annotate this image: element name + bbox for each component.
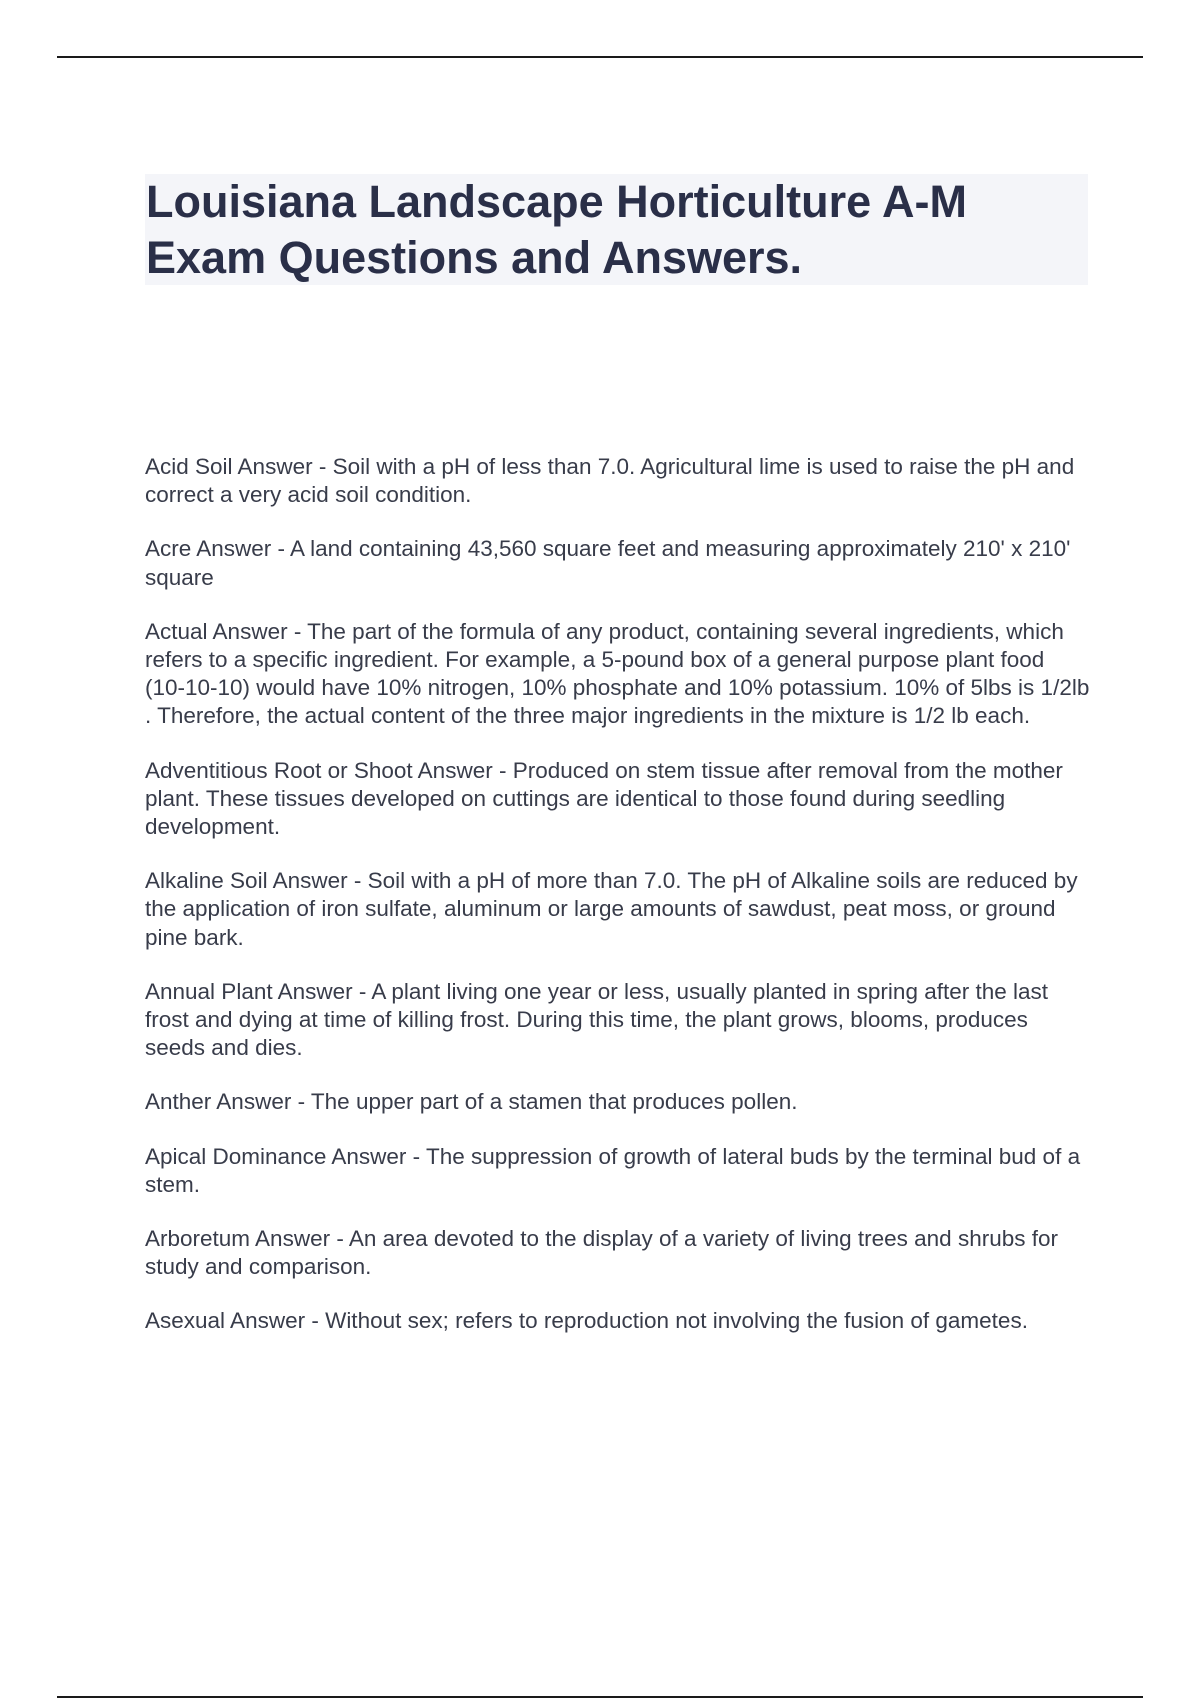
entry-actual: Actual Answer - The part of the formula of any product, containing several ingredients, which refers to a specific ingredient. For example, a 5-pound box of a general purpose plant food (10-10-10) would have 10% nitrogen, 10% phosphate and 10% potassium. 10% of 5lbs is 1/2lb . Therefore, the actual content of the three major ingredients in the mixture is 1/2 lb each. bbox=[145, 618, 1090, 729]
entry-acid-soil: Acid Soil Answer - Soil with a pH of less than 7.0. Agricultural lime is used to raise the pH and correct a very acid soil condition. bbox=[145, 454, 1075, 508]
entry-apical-dominance: Apical Dominance Answer - The suppression of growth of lateral buds by the terminal bud of a stem. bbox=[145, 1143, 1081, 1197]
document-title: Louisiana Landscape Horticulture A-M Exam Questions and Answers. bbox=[146, 176, 967, 283]
entry-acre: Acre Answer - A land containing 43,560 square feet and measuring approximately 210' x 210' square bbox=[145, 536, 1071, 590]
top-rule bbox=[57, 56, 1143, 58]
entry-arboretum: Arboretum Answer - An area devoted to the display of a variety of living trees and shrubs for study and comparison. bbox=[145, 1226, 1058, 1280]
entry-asexual: Asexual Answer - Without sex; refers to reproduction not involving the fusion of gametes. bbox=[145, 1308, 1028, 1334]
entry-annual-plant: Annual Plant Answer - A plant living one year or less, usually planted in spring after the last frost and dying at time of killing frost. During this time, the plant grows, blooms, produces seeds and dies. bbox=[145, 978, 1049, 1061]
entry-list bbox=[145, 453, 1090, 1362]
title-block bbox=[145, 174, 1088, 285]
entry-adventitious: Adventitious Root or Shoot Answer - Produced on stem tissue after removal from the mother plant. These tissues developed on cuttings are identical to those found during seedling development. bbox=[145, 757, 1063, 840]
entry-alkaline-soil: Alkaline Soil Answer - Soil with a pH of more than 7.0. The pH of Alkaline soils are reduced by the application of iron sulfate, aluminum or large amounts of sawdust, peat moss, or ground pine bark. bbox=[145, 868, 1078, 950]
bottom-rule bbox=[57, 1696, 1143, 1698]
entry-anther: Anther Answer - The upper part of a stamen that produces pollen. bbox=[145, 1089, 798, 1115]
